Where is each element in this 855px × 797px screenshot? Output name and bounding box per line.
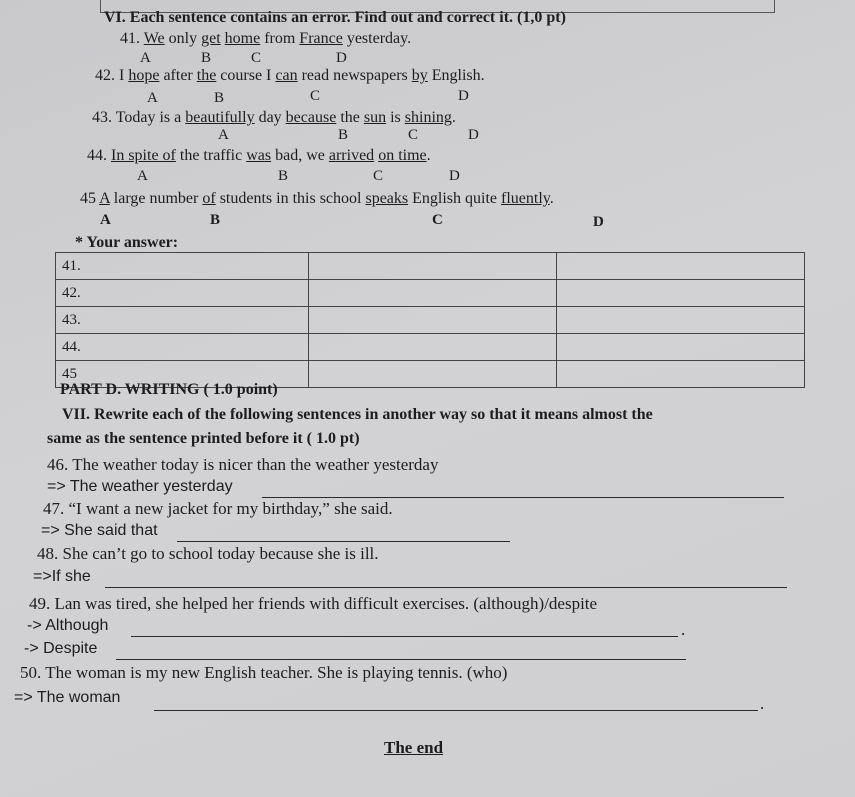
the-end: The end (384, 738, 444, 757)
answer-table (55, 252, 805, 388)
answer-cell[interactable] (309, 253, 557, 280)
answer-cell[interactable] (309, 361, 557, 388)
q47-answer-line[interactable] (177, 541, 510, 542)
q41-label-b: B (201, 50, 212, 66)
q42-label-a: A (147, 90, 158, 106)
question-44: 44. In spite of the traffic was bad, we arrived on time. (87, 147, 431, 164)
correction-cell[interactable] (557, 307, 805, 334)
question-50: 50. The woman is my new English teacher. She is playing tennis. (who) (20, 663, 508, 682)
q45-label-c: C (432, 212, 443, 228)
q45-label-d: D (593, 214, 604, 230)
q49-answer-line-despite[interactable] (116, 659, 686, 660)
q50-period: . (760, 694, 765, 713)
table-row (56, 253, 805, 280)
q44-label-c: C (373, 168, 384, 184)
q49-answer-line-although[interactable] (131, 636, 678, 637)
correction-cell[interactable] (557, 334, 805, 361)
answer-number: 45 (56, 361, 309, 388)
q46-answer-prompt: => The weather yesterday (47, 478, 233, 495)
q49-period-1: . (681, 620, 686, 639)
q43-label-a: A (218, 127, 229, 143)
q42-label-d: D (458, 88, 469, 104)
answer-number: 43. (56, 307, 309, 334)
q50-answer-prompt: => The woman (14, 689, 121, 706)
question-47: 47. “I want a new jacket for my birthday,” she said. (43, 499, 393, 518)
question-42: 42. I hope after the course I can read newspapers by English. (95, 67, 485, 84)
q45-label-a: A (100, 212, 111, 228)
q45-label-b: B (210, 212, 221, 228)
answer-number: 44. (56, 334, 309, 361)
q49-answer-prompt-despite: -> Despite (24, 640, 98, 657)
correction-cell[interactable] (557, 253, 805, 280)
q41-label-c: C (251, 50, 262, 66)
answer-cell[interactable] (309, 280, 557, 307)
q49-answer-prompt-although: -> Although (27, 617, 109, 634)
q50-answer-line[interactable] (154, 710, 758, 711)
question-48: 48. She can’t go to school today because she is ill. (37, 544, 379, 563)
question-46: 46. The weather today is nicer than the weather yesterday (47, 455, 439, 474)
question-41: 41. We only get home from France yesterday. (120, 30, 412, 47)
q43-label-c: C (408, 127, 419, 143)
q47-answer-prompt: => She said that (41, 522, 158, 539)
section-7-instruction-line-1: VII. Rewrite each of the following sentences in another way so that it means almost the (62, 406, 653, 423)
question-45: 45 A large number of students in this school speaks English quite fluently. (80, 190, 554, 207)
answer-number: 41. (56, 253, 309, 280)
table-row (56, 307, 805, 334)
q41-label-a: A (140, 50, 151, 66)
answer-cell[interactable] (309, 307, 557, 334)
question-49: 49. Lan was tired, she helped her friends with difficult exercises. (although)/despite (29, 594, 598, 613)
q41-label-d: D (336, 50, 347, 66)
answer-cell[interactable] (309, 334, 557, 361)
q42-label-b: B (214, 90, 225, 106)
correction-cell[interactable] (557, 361, 805, 388)
question-43: 43. Today is a beautifully day because the sun is shining. (92, 109, 456, 126)
q44-label-b: B (278, 168, 289, 184)
section-6-title: VI. Each sentence contains an error. Find out and correct it. (1,0 pt) (104, 9, 566, 26)
answer-number: 42. (56, 280, 309, 307)
q42-label-c: C (310, 88, 321, 104)
part-d-title: PART D. WRITING ( 1.0 point) (60, 381, 278, 398)
q44-label-d: D (449, 168, 460, 184)
correction-cell[interactable] (557, 280, 805, 307)
q48-answer-prompt: =>If she (33, 568, 91, 585)
q43-label-b: B (338, 127, 349, 143)
q48-answer-line[interactable] (105, 587, 787, 588)
answer-label: * Your answer: (75, 234, 179, 251)
q43-label-d: D (468, 127, 479, 143)
section-7-instruction-line-2: same as the sentence printed before it ( 1.0 pt) (47, 430, 360, 447)
table-row (56, 334, 805, 361)
q46-answer-line[interactable] (262, 497, 784, 498)
q44-label-a: A (137, 168, 148, 184)
table-row (56, 280, 805, 307)
